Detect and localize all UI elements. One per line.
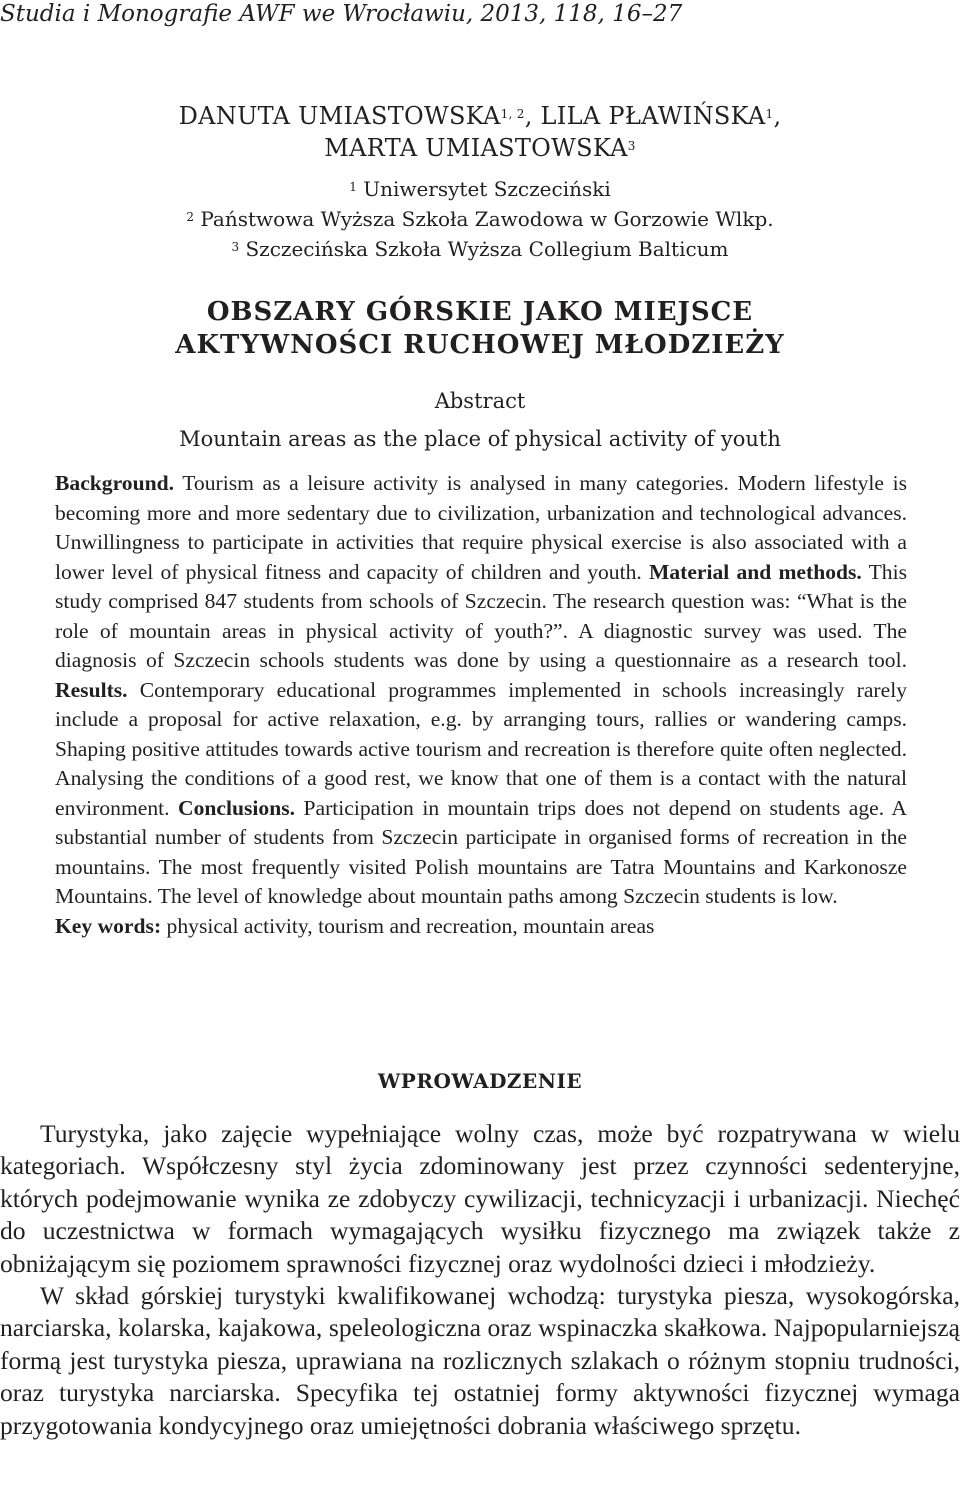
keywords-label: Key words: [55, 913, 162, 938]
conclusions-label: Conclusions. [178, 795, 296, 820]
author-line-2 [0, 132, 960, 164]
conclusions-text: Participation in mountain trips does not depend on students age. A substantial number of students from Szczecin participate in organised forms of recreation in the mountains. The most frequently visited Polish mountains are Tatra Mountains and Karkonosze Mountains. The level of knowledge about mountain paths among Szczecin students is low. [55, 795, 907, 908]
keywords-text: physical activity, tourism and recreation, mountain areas [161, 913, 655, 938]
paper-title-line: OBSZARY GÓRSKIE JAKO MIEJSCE [206, 297, 754, 327]
paragraph: W skład górskiej turystyki kwalifikowanej wchodzą: turystyka piesza, wysokogórska, narciarska, kolarska, kajakowa, speleologiczna oraz wspinaczka skałkowa. Najpopularniejszą formą jest turystyka piesza, uprawiana na rozlicznych szlakach o różnym stopniu trudności, oraz turystyka narciarska. Specyfika tej ostatniej formy aktywności fizycznej wymaga przygotowania kondycyjnego oraz umiejętności dobrania właściwego sprzętu. [0, 1281, 960, 1440]
abstract-title: Mountain areas as the place of physical activity of youth [179, 427, 781, 451]
methods-label: Material and methods. [648, 559, 862, 584]
author-list [0, 100, 960, 164]
abstract-heading: Abstract [434, 389, 526, 413]
paragraph: Turystyka, jako zajęcie wypełniające wolny czas, może być rozpatrywana w wielu kategoriach. Współczesny styl życia zdominowany jest przez czynności sedenteryjne, których podejmowanie wynika ze zdobyczy cywilizacji, technicyzacji i urbanizacji. Niechęć do uczestnictwa w formach wymagających wysiłku fizycznego ma związek także z obniżającym się poziomem sprawności fizycznej oraz wydolności dzieci i młodzieży. [0, 1119, 960, 1278]
author-name: DANUTA UMIASTOWSKA [178, 102, 501, 130]
results-text: Contemporary educational programmes implemented in schools increasingly rarely include a proposal for active relaxation, e.g. by arranging tours, rallies or wandering camps. Shaping positive attitudes towards active tourism and recreation is therefore quite often neglected. Analysing the conditions of a good rest, we know that one of them is a contact with the natural environment. [55, 677, 907, 820]
affiliation-number: 1 [349, 180, 357, 194]
author-affiliation-marker: 3 [627, 139, 636, 153]
results-label: Results. [55, 677, 128, 702]
affiliation-number: 3 [231, 240, 240, 254]
affiliation-name: Uniwersytet Szczeciński [363, 177, 611, 201]
affiliation-number: 2 [186, 210, 195, 224]
background-text: Tourism as a leisure activity is analysed in many categories. Modern lifestyle is becoming more and more sedentary due to civilization, urbanization and technological advances. Unwillingness to participate in activities that require physical exercise is also associated with a lower level of physical fitness and capacity of children and youth. [55, 471, 907, 584]
author-affiliation-marker: 1, 2 [500, 107, 525, 121]
methods-text: This study comprised 847 students from schools of Szczecin. The research question was: “What is the role of mountain areas in physical activity of youth?”. A diagnostic survey was used. The diagnosis of Szczecin schools students was done by using a questionnaire as a research tool. [55, 559, 907, 672]
affiliation-name: Szczecińska Szkoła Wyższa Collegium Balticum [245, 237, 729, 261]
section-heading: WPROWADZENIE [377, 1069, 583, 1093]
paper-title [0, 296, 960, 362]
affiliation-name: Państwowa Wyższa Szkoła Zawodowa w Gorzowie Wlkp. [200, 207, 774, 231]
affiliation [0, 234, 960, 264]
author-affiliation-marker: 1 [765, 107, 774, 121]
author-name: MARTA UMIASTOWSKA [324, 134, 628, 162]
paper-title-line: AKTYWNOŚCI RUCHOWEJ MŁODZIEŻY [175, 330, 785, 360]
background-label: Background. [55, 471, 175, 495]
affiliation [0, 204, 960, 234]
section-body [0, 1118, 960, 1442]
author-separator: , [773, 102, 782, 130]
abstract-body [55, 469, 907, 941]
affiliation-list [0, 174, 960, 264]
author-name: , LILA PŁAWIŃSKA [524, 102, 766, 130]
journal-citation: Studia i Monografie AWF we Wrocławiu, 2013, 118, 16–27 [0, 1, 683, 27]
affiliation [0, 174, 960, 204]
author-line-1 [0, 100, 960, 132]
